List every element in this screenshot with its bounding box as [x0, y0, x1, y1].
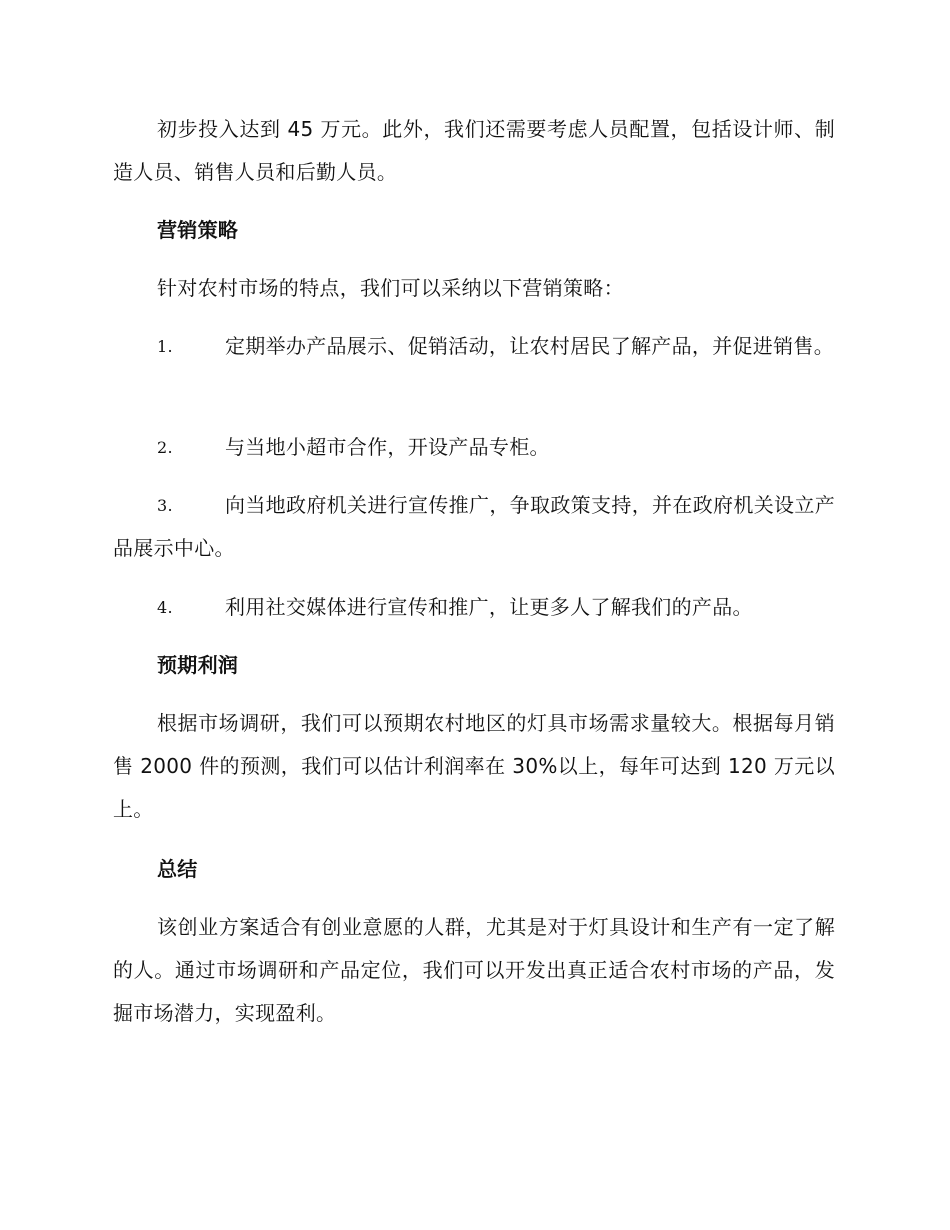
list-number: 4.	[157, 598, 173, 617]
paragraph-summary: 该创业方案适合有创业意愿的人群，尤其是对于灯具设计和生产有一定了解的人。通过市场调研和产品定位，我们可以开发出真正适合农村市场的产品，发掘市场潜力，实现盈利。	[113, 915, 835, 1025]
list-item	[113, 484, 835, 570]
paragraph-profit: 根据市场调研，我们可以预期农村地区的灯具市场需求量较大。根据每月销售 2000 件的预测，我们可以估计利润率在 30%以上，每年可达到 120 万元以上。	[113, 711, 835, 821]
list-item-text: 利用社交媒体进行宣传和推广，让更多人了解我们的产品。	[225, 595, 753, 619]
list-number: 1.	[157, 337, 173, 356]
heading-summary: 总结	[157, 857, 198, 881]
list-number: 3.	[157, 496, 173, 515]
list-item-text: 与当地小超市合作，开设产品专柜。	[225, 435, 550, 459]
list-item-text: 向当地政府机关进行宣传推广，争取政策支持，并在政府机关设立产品展示中心。	[113, 493, 835, 560]
heading-marketing-strategy: 营销策略	[157, 218, 239, 242]
heading-expected-profit: 预期利润	[157, 653, 239, 677]
paragraph-investment: 初步投入达到 45 万元。此外，我们还需要考虑人员配置，包括设计师、制造人员、销售人员和后勤人员。	[113, 117, 835, 184]
paragraph-strategy-intro: 针对农村市场的特点，我们可以采纳以下营销策略：	[157, 276, 624, 300]
list-item	[113, 586, 835, 629]
list-item	[113, 426, 835, 469]
list-item	[113, 325, 835, 368]
list-number: 2.	[157, 438, 173, 457]
list-item-text: 定期举办产品展示、促销活动，让农村居民了解产品，并促进销售。	[225, 334, 834, 358]
